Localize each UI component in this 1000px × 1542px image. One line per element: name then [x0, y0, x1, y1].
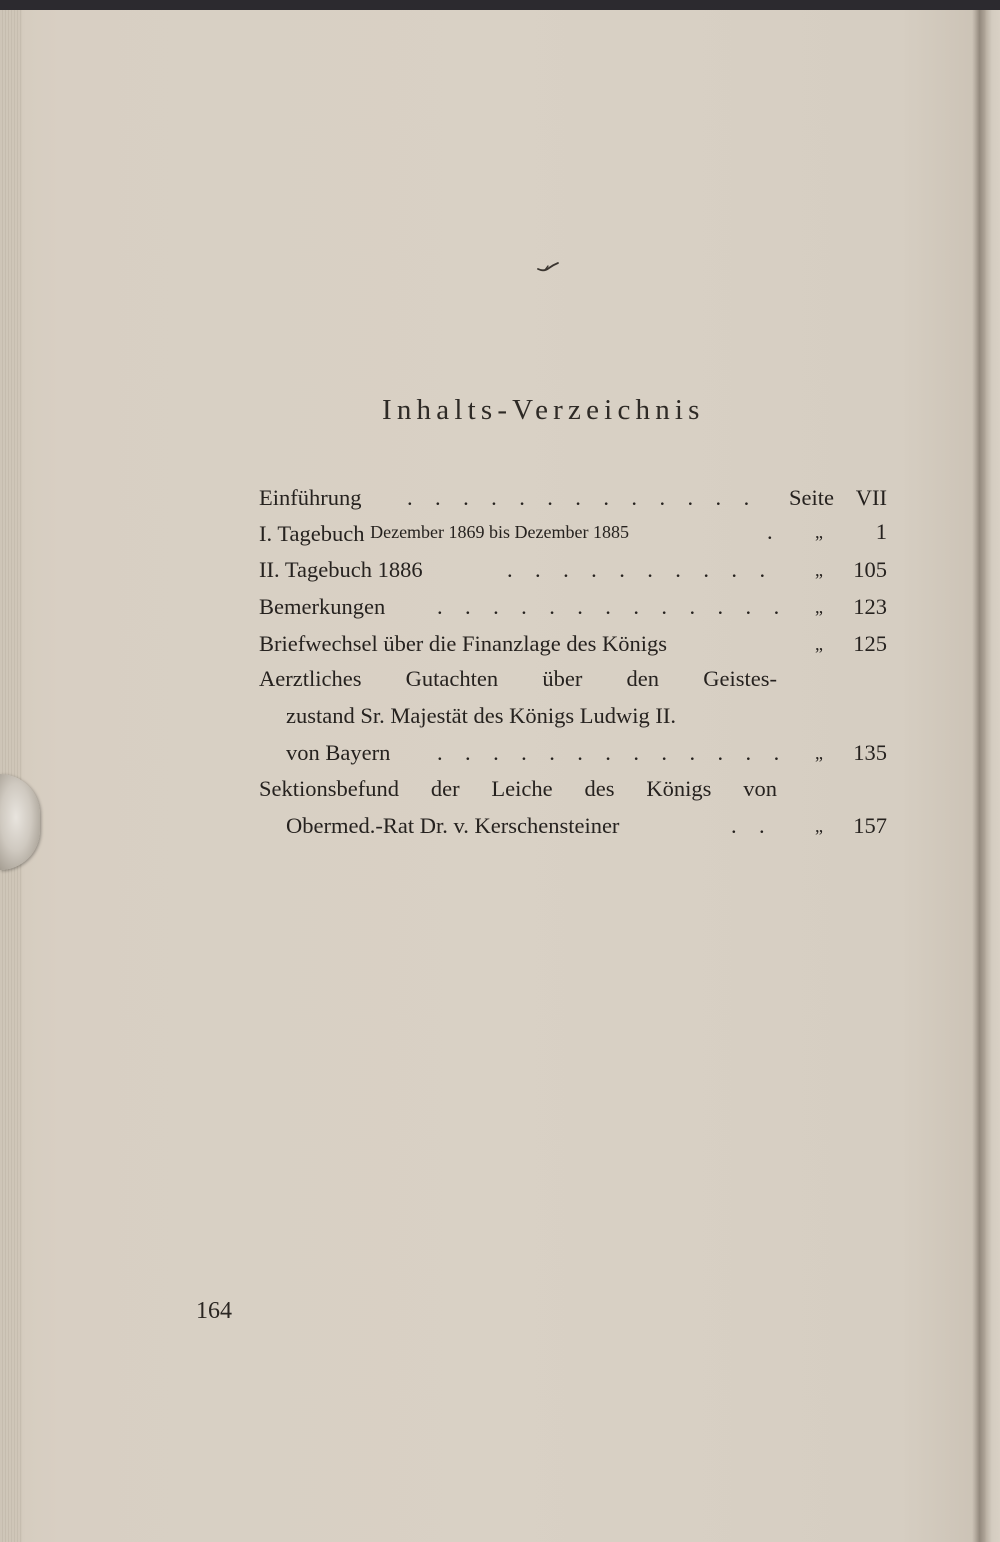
toc-entry-line: [259, 773, 887, 805]
toc-page-number: 1: [875, 519, 887, 544]
toc-entry-title: II. Tagebuch 1886: [259, 557, 423, 582]
dot-leader: . . . . . . . . . .: [507, 557, 774, 582]
toc-entry-line: [259, 663, 887, 695]
toc-title: Inhalts-Verzeichnis: [382, 394, 705, 426]
title-word: Aerztliches: [259, 666, 362, 691]
ditto-mark: „: [815, 560, 823, 580]
title-word: des: [584, 776, 615, 801]
ditto-mark: „: [815, 816, 823, 836]
toc-entry-title-continued: zustand Sr. Majestät des Königs Ludwig II.: [286, 703, 676, 728]
ornament-mark-icon: [536, 260, 560, 274]
page-number-footer: 164: [196, 1298, 232, 1324]
toc-entry-title: [259, 773, 777, 805]
toc-entry-tagebuch-1[interactable]: [259, 516, 887, 548]
toc-entry-title: [259, 516, 629, 550]
toc-page-number: 105: [853, 557, 887, 582]
toc-entry-title-continued: Obermed.-Rat Dr. v. Kerschensteiner: [286, 813, 620, 838]
ditto-mark: „: [815, 597, 823, 617]
toc-page-prefix: Seite: [789, 485, 834, 510]
title-word: der: [430, 776, 460, 801]
title-word: Leiche: [491, 776, 553, 801]
toc-entry-line: [259, 737, 887, 769]
title-word: Gutachten: [405, 666, 499, 691]
title-word: den: [626, 666, 660, 691]
toc-entry-title: [259, 663, 777, 695]
title-word: Sektionsbefund: [259, 776, 399, 801]
toc-entry-briefwechsel[interactable]: [259, 628, 887, 660]
title-word: Geistes-: [703, 666, 777, 691]
binder-clip: [0, 774, 40, 870]
toc-page-number: 157: [853, 813, 887, 838]
toc-entry-subtitle: Dezember 1869 bis Dezember 1885: [370, 522, 630, 542]
toc-page-number: 125: [853, 631, 887, 656]
toc-entry-tagebuch-2[interactable]: [259, 554, 887, 586]
toc-entry-title: Bemerkungen: [259, 594, 386, 619]
toc-entry-title: Einführung: [259, 485, 362, 510]
toc-page-number: VII: [855, 485, 887, 510]
toc-entry-title: Briefwechsel über die Finanzlage des Königs: [259, 631, 667, 656]
dot-leader: . . . . . . . . . . . . .: [437, 740, 788, 765]
ditto-mark: „: [815, 743, 823, 763]
ditto-mark: „: [815, 522, 823, 542]
book-page: [0, 10, 1000, 1542]
toc-entry-bemerkungen[interactable]: [259, 591, 887, 623]
dot-leader: . . . . . . . . . . . . .: [437, 594, 788, 619]
dot-leader: .: [767, 519, 782, 544]
toc-entry-line: [259, 810, 887, 842]
title-word: von: [743, 776, 777, 801]
toc-entry-line: [259, 700, 887, 732]
toc-page-number: 135: [853, 740, 887, 765]
toc-page-number: 123: [853, 594, 887, 619]
ditto-mark: „: [815, 634, 823, 654]
title-word: über: [542, 666, 583, 691]
title-word: Königs: [646, 776, 712, 801]
toc-entry-einfuehrung[interactable]: [259, 482, 887, 514]
toc-entry-title-continued: von Bayern: [286, 740, 391, 765]
toc-entry-main-title: I. Tagebuch: [259, 521, 365, 546]
dot-leader: . . . . . . . . . . . . .: [407, 485, 758, 510]
dot-leader: . .: [731, 813, 774, 838]
book-gutter: [972, 10, 986, 1542]
